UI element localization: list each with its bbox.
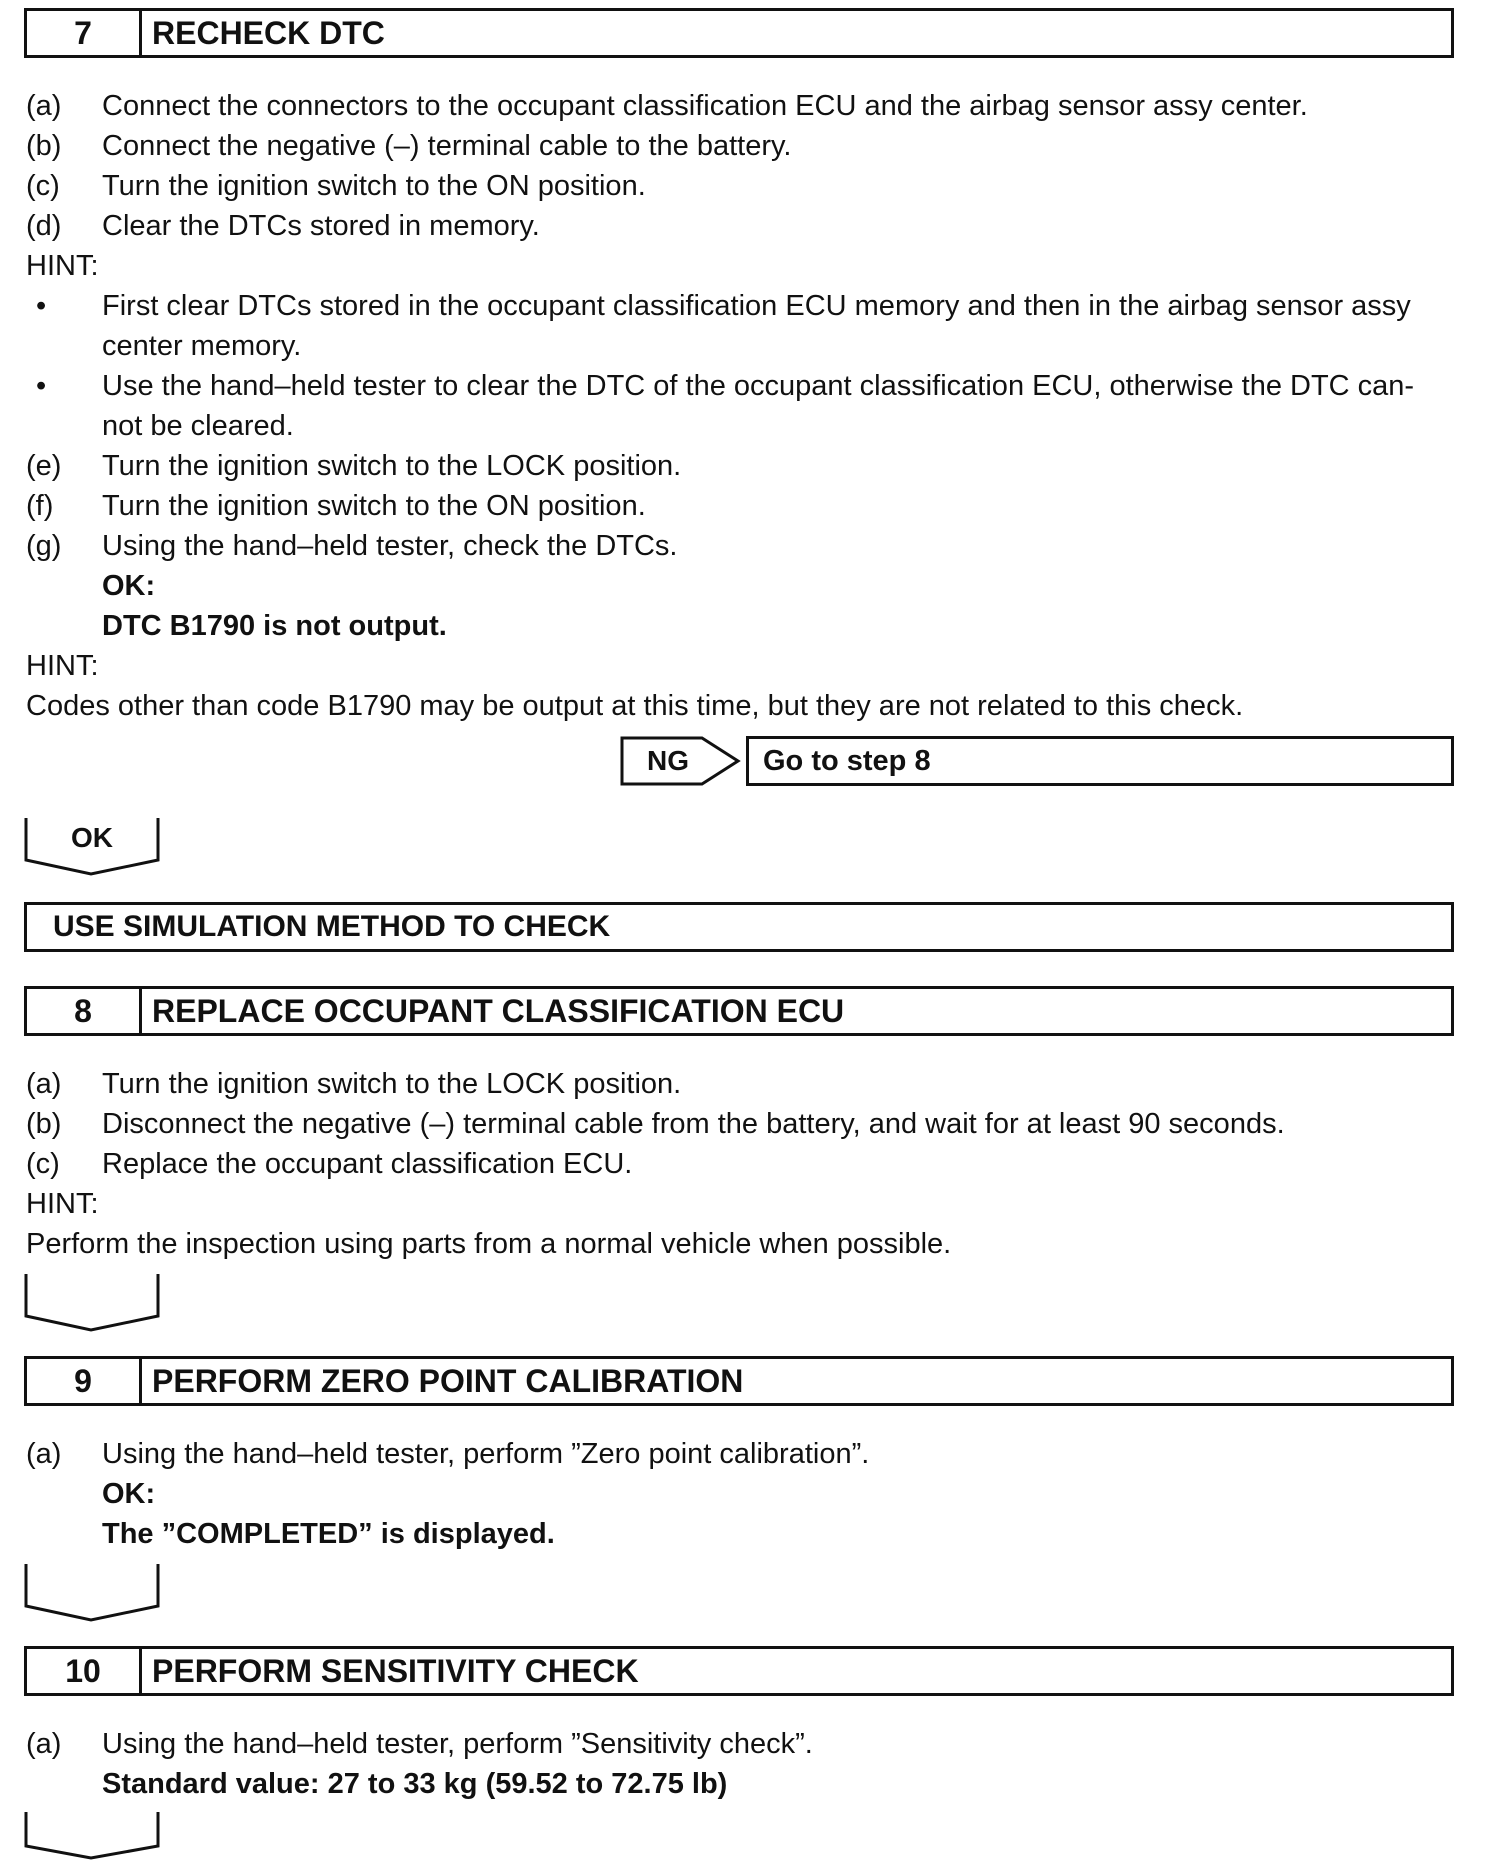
item-text: Replace the occupant classification ECU. <box>102 1148 633 1180</box>
step-title: RECHECK DTC <box>152 14 385 51</box>
ng-label: NG <box>647 745 689 776</box>
step-number: 8 <box>27 989 142 1033</box>
bullet-text: center memory. <box>102 330 302 362</box>
down-arrow-icon <box>24 1272 160 1334</box>
step-10-header <box>24 1646 1454 1696</box>
standard-value: Standard value: 27 to 33 kg (59.52 to 72.75 lb) <box>102 1768 728 1800</box>
item-text: Using the hand–held tester, perform ”Sensitivity check”. <box>102 1728 813 1760</box>
ok-criteria: DTC B1790 is not output. <box>102 610 447 642</box>
hint-text: Codes other than code B1790 may be output at this time, but they are not related to this check. <box>26 690 1244 722</box>
ok-criteria: The ”COMPLETED” is displayed. <box>102 1518 555 1550</box>
item-label: (a) <box>26 1068 62 1100</box>
bullet-text: First clear DTCs stored in the occupant classification ECU memory and then in the airbag sensor assy <box>102 290 1411 322</box>
item-text: Using the hand–held tester, perform ”Zero point calibration”. <box>102 1438 870 1470</box>
item-text: Turn the ignition switch to the LOCK position. <box>102 450 682 482</box>
item-text: Connect the negative (–) terminal cable to the battery. <box>102 130 792 162</box>
flow-arrow <box>24 1810 160 1860</box>
ok-label: OK: <box>102 1478 156 1510</box>
step-title: REPLACE OCCUPANT CLASSIFICATION ECU <box>152 992 845 1029</box>
flow-arrow <box>24 1272 160 1334</box>
item-label: (e) <box>26 450 62 482</box>
item-text: Turn the ignition switch to the LOCK position. <box>102 1068 682 1100</box>
item-label: (c) <box>26 170 60 202</box>
step-9-header <box>24 1356 1454 1406</box>
step-title: PERFORM ZERO POINT CALIBRATION <box>152 1362 744 1399</box>
step-8-header <box>24 986 1454 1036</box>
step-number: 10 <box>27 1649 142 1693</box>
step-number: 9 <box>27 1359 142 1403</box>
item-label: (a) <box>26 1728 62 1760</box>
item-text: Clear the DTCs stored in memory. <box>102 210 540 242</box>
item-text: Disconnect the negative (–) terminal cable from the battery, and wait for at least 90 seconds. <box>102 1108 1285 1140</box>
flow-arrow <box>24 1562 160 1624</box>
step-number: 7 <box>27 11 142 55</box>
down-arrow-icon <box>24 1810 160 1860</box>
item-label: (a) <box>26 1438 62 1470</box>
bullet-text: not be cleared. <box>102 410 294 442</box>
down-arrow-icon <box>24 1562 160 1624</box>
step-title: PERFORM SENSITIVITY CHECK <box>152 1652 639 1689</box>
goto-step-8[interactable]: Go to step 8 <box>746 736 1454 786</box>
item-text: Turn the ignition switch to the ON position. <box>102 490 646 522</box>
item-text: Connect the connectors to the occupant classification ECU and the airbag sensor assy center. <box>102 90 1308 122</box>
item-label: (c) <box>26 1148 60 1180</box>
ok-label: OK: <box>102 570 156 602</box>
item-label: (a) <box>26 90 62 122</box>
ng-branch <box>620 736 1454 788</box>
item-label: (d) <box>26 210 62 242</box>
bullet-dot: • <box>36 370 47 402</box>
item-label: (f) <box>26 490 54 522</box>
item-label: (g) <box>26 530 62 562</box>
hint-text: Perform the inspection using parts from a normal vehicle when possible. <box>26 1228 952 1260</box>
hint-label: HINT: <box>26 650 99 682</box>
bullet-dot: • <box>36 290 47 322</box>
step-7-header <box>24 8 1454 58</box>
simulation-method-box: USE SIMULATION METHOD TO CHECK <box>24 902 1454 952</box>
ok-flow-arrow <box>24 816 160 878</box>
item-text: Using the hand–held tester, check the DTCs. <box>102 530 678 562</box>
item-label: (b) <box>26 130 62 162</box>
hint-label: HINT: <box>26 1188 99 1220</box>
item-label: (b) <box>26 1108 62 1140</box>
hint-label: HINT: <box>26 250 99 282</box>
item-text: Turn the ignition switch to the ON position. <box>102 170 646 202</box>
ok-flow-label: OK <box>71 822 113 853</box>
bullet-text: Use the hand–held tester to clear the DTC of the occupant classification ECU, otherwise the DTC can- <box>102 370 1415 402</box>
